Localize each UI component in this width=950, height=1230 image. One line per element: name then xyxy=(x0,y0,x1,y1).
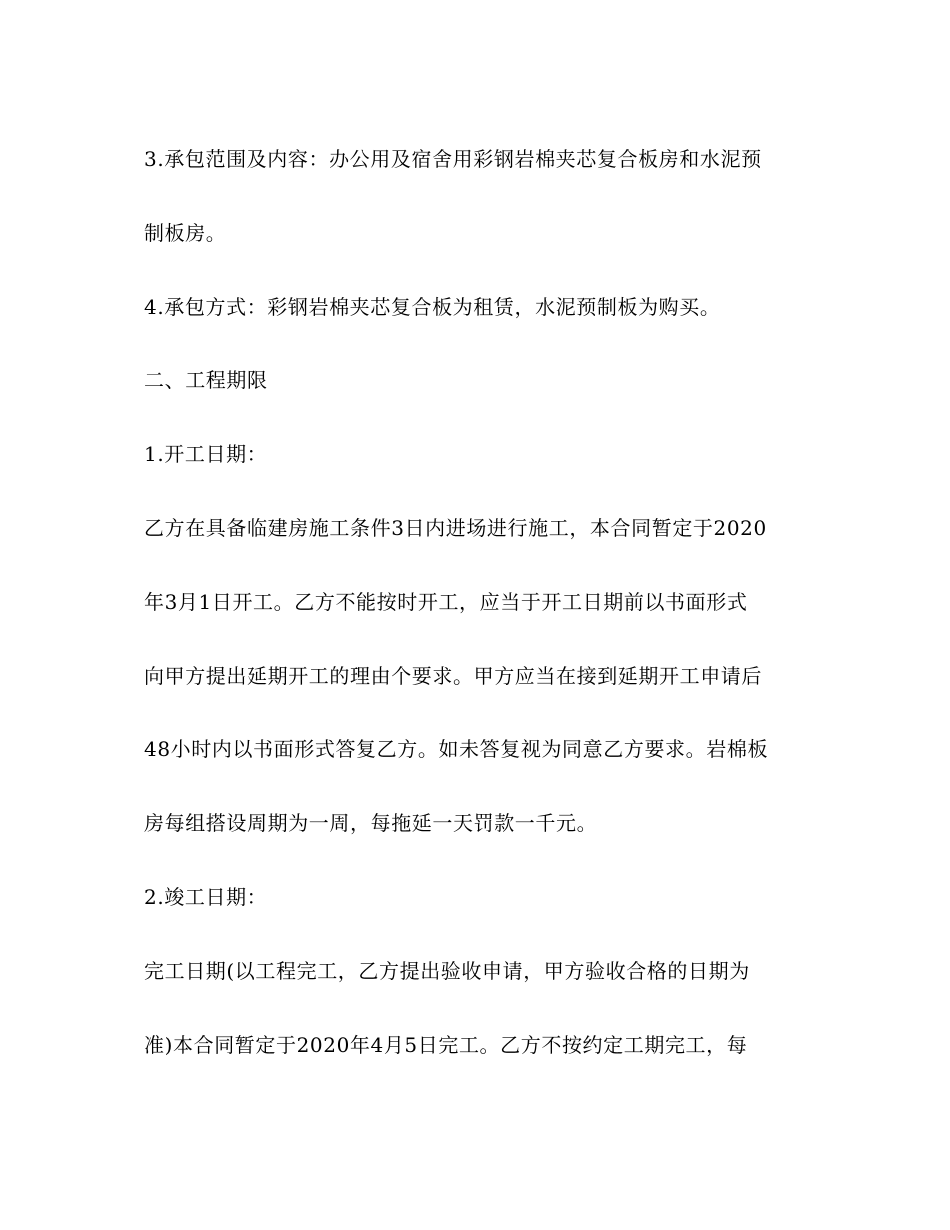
paragraph-line-start-3: 向甲方提出延期开工的理由个要求。甲方应当在接到延期开工申请后 xyxy=(144,663,762,688)
paragraph-line-start-1: 乙方在具备临建房施工条件3日内进场进行施工，本合同暂定于2020 xyxy=(144,515,767,540)
paragraph-line-start-4: 48小时内以书面形式答复乙方。如未答复视为同意乙方要求。岩棉板 xyxy=(144,737,769,762)
paragraph-line-start-2: 年3月1日开工。乙方不能按时开工，应当于开工日期前以书面形式 xyxy=(144,589,748,614)
paragraph-line-completion-2: 准)本合同暂定于2020年4月5日完工。乙方不按约定工期完工，每 xyxy=(144,1032,748,1057)
paragraph-line-start-5: 房每组搭设周期为一周，每拖延一天罚款一千元。 xyxy=(144,811,598,836)
subheading-start-date: 1.开工日期： xyxy=(144,442,268,467)
paragraph-line-method: 4.承包方式：彩钢岩棉夹芯复合板为租赁，水泥预制板为购买。 xyxy=(144,294,721,319)
paragraph-line-scope: 3.承包范围及内容：办公用及宿舍用彩钢岩棉夹芯复合板房和水泥预 xyxy=(144,147,762,171)
paragraph-line-scope-cont: 制板房。 xyxy=(144,220,227,245)
document-body xyxy=(144,139,806,1098)
section-heading-period: 二、工程期限 xyxy=(144,368,268,393)
paragraph-line-completion-1: 完工日期(以工程完工，乙方提出验收申请，甲方验收合格的日期为 xyxy=(144,958,750,983)
subheading-completion-date: 2.竣工日期： xyxy=(144,884,268,909)
